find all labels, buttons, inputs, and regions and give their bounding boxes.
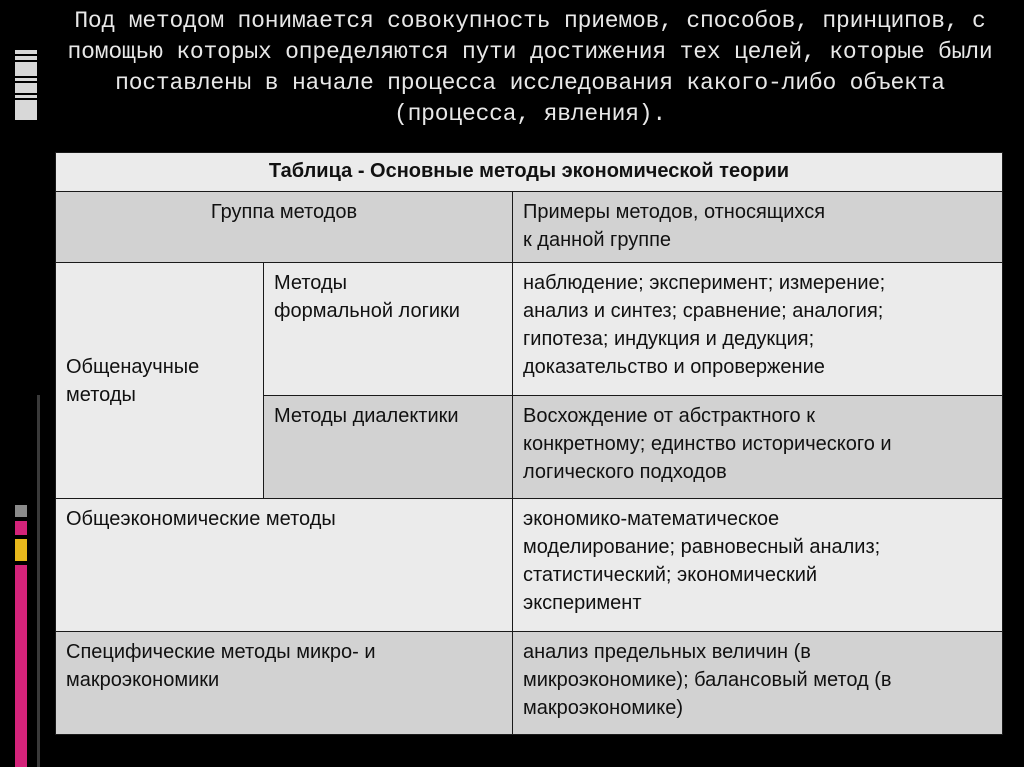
table-row bbox=[56, 263, 1003, 396]
deco-line bbox=[15, 62, 37, 76]
deco-line bbox=[15, 83, 37, 93]
deco-line bbox=[15, 78, 37, 81]
deco-magenta-block bbox=[15, 521, 27, 535]
left-divider-bar bbox=[37, 395, 40, 767]
slide-heading: Под методом понимается совокупность приемов, способов, принципов, с помощью которых определяются пути достижения тех целей, которые были поставлены в начале процесса исследования какого-либо объекта (процесса, явления). bbox=[67, 8, 993, 127]
table-row bbox=[56, 499, 1003, 632]
deco-line bbox=[15, 56, 37, 60]
header-examples-cell: Примеры методов, относящихся к данной группе bbox=[513, 192, 1003, 263]
dialectics-examples: Восхождение от абстрактного к конкретному; единство исторического и логического подходов bbox=[513, 396, 1003, 499]
deco-line bbox=[15, 100, 37, 120]
deco-magenta-bar bbox=[15, 565, 27, 767]
formal-logic-label: Методы формальной логики bbox=[264, 263, 513, 396]
table-title: Таблица - Основные методы экономической теории bbox=[56, 153, 1003, 192]
specific-methods-examples: анализ предельных величин (в микроэкономике); балансовый метод (в макроэкономике) bbox=[513, 632, 1003, 735]
methods-table bbox=[55, 152, 1003, 735]
table-title-row bbox=[56, 153, 1003, 192]
formal-logic-examples: наблюдение; эксперимент; измерение; анализ и синтез; сравнение; аналогия; гипотеза; индукция и дедукция; доказательство и опровержение bbox=[513, 263, 1003, 396]
general-economic-examples: экономико-математическое моделирование; равновесный анализ; статистический; экономический эксперимент bbox=[513, 499, 1003, 632]
deco-gray-block bbox=[15, 505, 27, 517]
deco-yellow-block bbox=[15, 539, 27, 561]
deco-line bbox=[15, 95, 37, 98]
deco-line bbox=[15, 50, 37, 54]
general-economic-label: Общеэкономические методы bbox=[56, 499, 513, 632]
general-scientific-label: Общенаучные методы bbox=[56, 263, 264, 499]
dialectics-label: Методы диалектики bbox=[264, 396, 513, 499]
table-header-row bbox=[56, 192, 1003, 263]
header-group-cell: Группа методов bbox=[56, 192, 513, 263]
table-row bbox=[56, 632, 1003, 735]
specific-methods-label: Специфические методы микро- и макроэкономики bbox=[56, 632, 513, 735]
